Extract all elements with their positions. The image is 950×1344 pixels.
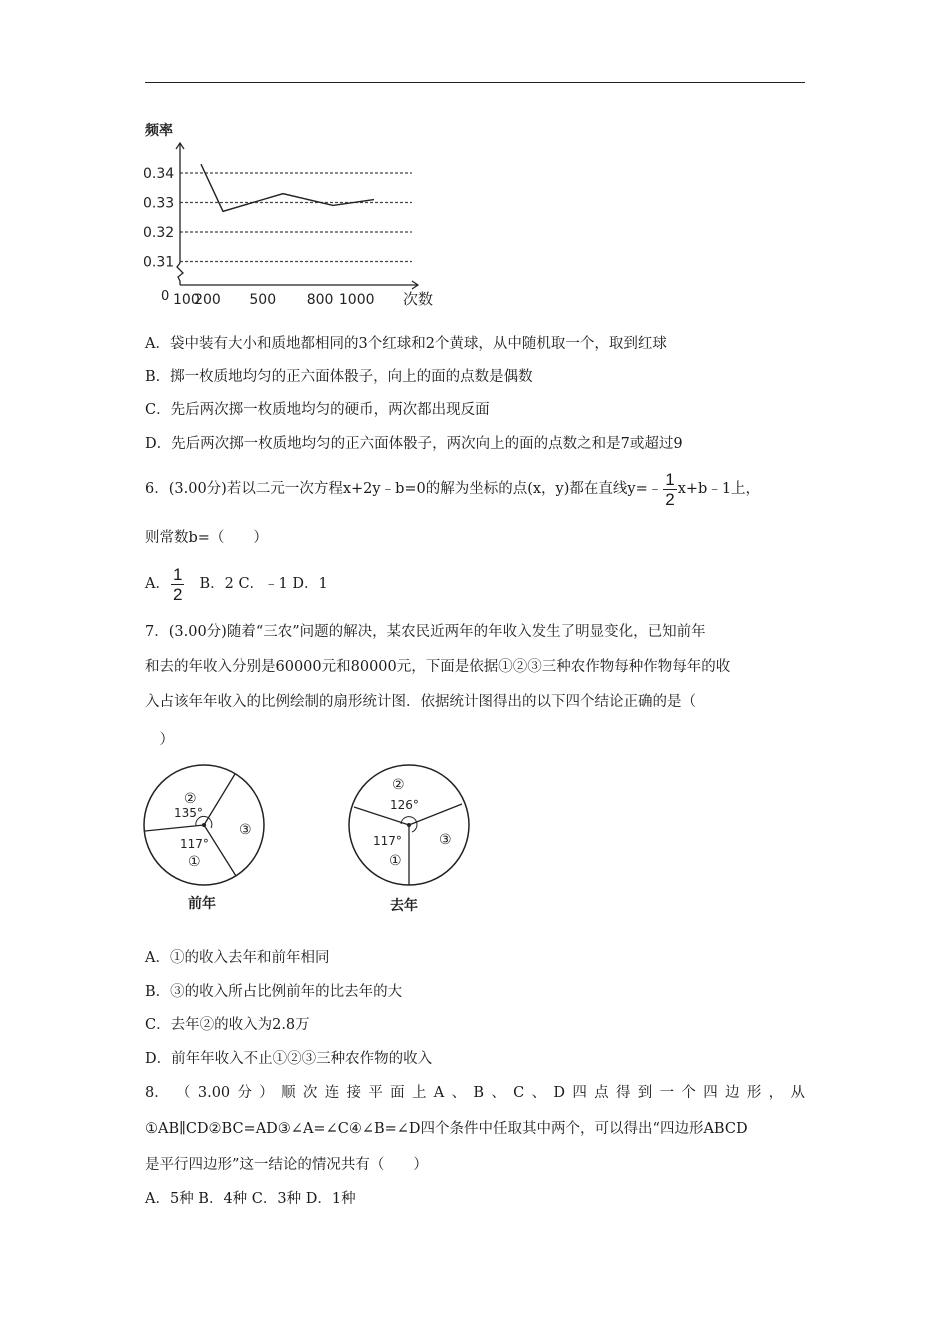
q7-line-1: 7．(3.00分)随着“三农”问题的解决，某农民近两年的年收入发生了明显变化，已知前年 [145,624,706,640]
q5-option-a: A．袋中装有大小和质地都相同的3个红球和2个黄球，从中随机取一个，取到红球 [145,336,667,352]
q8-line1-token: 、 [451,1085,467,1101]
chart-xlabel: 次数 [403,290,434,308]
q8-line1-token: D [553,1085,566,1101]
q8-line-2: ①AB∥CD②BC=AD③∠A=∠C④∠B=∠D四个条件中任取其中两个，可以得出“四边形ABCD [145,1121,748,1137]
pie-right-center [407,823,411,827]
q8-line1-token: 到 [637,1085,653,1101]
chart-xtick-label: 500 [249,292,277,308]
q8-line1-token: 、 [531,1085,547,1101]
chart-xtick-label: 800 [306,292,334,308]
q8-line1-token: 一 [659,1085,675,1101]
q8-line1-token: 边 [725,1085,740,1101]
q8-line1-token: 、 [491,1085,506,1101]
q7-option-d: D．前年年收入不止①②③三种农作物的收入 [145,1051,433,1067]
q5-option-c: C．先后两次掷一枚质地均匀的硬币，两次都出现反面 [145,402,490,418]
chart-gridlines [180,173,412,262]
q8-line1-token: 平 [368,1085,383,1101]
q5-option-d: D．先后两次掷一枚质地均匀的正六面体骰子，两次向上的面的点数之和是7或超过9 [145,436,683,452]
q6-options [145,563,328,605]
pie-right-mark-1: ① [389,853,402,869]
q8-line-1 [145,1083,805,1103]
q8-line1-token: 面 [390,1085,405,1101]
q8-line1-token: 个 [681,1085,696,1101]
chart-ytick-labels [143,166,174,271]
chart-ytick-label: 0.34 [143,166,175,182]
q6-frac-num: 1 [665,469,675,489]
chart-xtick-label: 1000 [338,292,375,308]
q6-option-a-label: A． [145,576,170,592]
chart-ytick-label: 0.32 [143,225,175,241]
pie-right-angle-126: 126° [390,798,419,812]
chart-axes [176,143,418,289]
q8-line-3: 是平行四边形”这一结论的情况共有（ ） [145,1157,428,1173]
chart-xtick-label: 200 [194,292,221,308]
pie-left-divider-1 [145,825,204,831]
chart-axis-break [177,263,183,285]
pie-right-angle-117: 117° [373,834,402,848]
chart-series [201,164,374,211]
chart-origin-label: 0 [161,289,170,304]
q6-option-a-fraction [171,566,184,603]
q8-line1-token: 次 [302,1085,318,1101]
q8-line1-token: 得 [615,1085,631,1101]
pie-left-title: 前年 [188,896,216,912]
pie-chart-qunian [346,762,476,917]
q7-option-b: B．③的收入所占比例前年的比去年的大 [145,984,403,1000]
chart-xtick-label: 100 [173,292,200,308]
chart-xtick-labels [173,292,375,308]
chart-ytick-label: 0.31 [143,254,175,271]
pie-left-mark-2: ② [184,791,197,807]
q8-line1-token: ， [768,1085,784,1101]
q8-line1-token: ） [259,1085,274,1101]
q8-options: A．5种 B．4种 C．3种 D．1种 [145,1191,356,1207]
q8-line1-token: （ [176,1085,191,1101]
pie-left-angle-135: 135° [174,806,203,820]
q8-line1-token: 从 [790,1085,805,1101]
pie-right-mark-3: ③ [439,832,452,848]
pie-right-title: 去年 [390,898,418,914]
pie-left-angle-117: 117° [180,837,209,851]
q8-line1-token: 接 [346,1085,362,1101]
q6-opt-frac-den: 2 [172,584,183,604]
q6-line2: 则常数b=（ ） [145,530,268,546]
q8-line1-token: 点 [594,1085,609,1101]
chart-ytick-label: 0.33 [143,195,175,212]
pie-left-mark-3: ③ [239,822,252,838]
q6-stem [145,468,760,510]
q6-fraction [663,471,676,508]
q6-stem-pre: 6．(3.00分)若以二元一次方程x+2y﹣b=0的解为坐标的点(x，y)都在直线y=﹣ [145,481,663,497]
q8-line1-token: 四 [703,1085,718,1101]
q7-option-a: A．①的收入去年和前年相同 [145,950,330,966]
pie-right-mark-2: ② [392,777,405,793]
q8-line1-token: 上 [411,1085,427,1101]
chart-series-line [201,164,374,211]
q6-opt-frac-num: 1 [172,564,183,584]
q6-options-rest: B．2 C．﹣1 D．1 [199,576,328,592]
q6-stem-post: x+b﹣1上， [677,481,761,497]
q7-option-c: C．去年②的收入为2.8万 [145,1017,310,1033]
frequency-line-chart [140,115,450,310]
q8-line1-token: 分 [237,1085,252,1101]
q8-line1-token: 四 [572,1085,587,1101]
q8-line1-token: 形 [746,1085,762,1101]
q5-option-b: B．掷一枚质地均匀的正六面体骰子，向上的面的点数是偶数 [145,369,533,385]
pie-left-center [202,823,206,827]
q7-line-4: ） [145,732,174,748]
q8-line1-token: 顺 [281,1085,296,1101]
q8-line1-token: C [513,1085,525,1101]
q8-line1-token: 连 [324,1085,340,1101]
q8-line1-token: 8． [145,1085,169,1101]
q7-line-3: 入占该年年收入的比例绘制的扇形统计图．依据统计图得出的以下四个结论正确的是（ [145,694,696,710]
header-rule [145,82,805,83]
q7-line-2: 和去的年收入分别是60000元和80000元，下面是依据①②③三种农作物每种作物每年的收 [145,659,731,675]
pie-left-mark-1: ① [188,854,201,870]
q8-line1-token: 3.00 [197,1085,231,1101]
pie-chart-qiannian [140,762,270,917]
chart-ylabel: 频率 [145,123,173,139]
q8-line1-token: B [473,1085,485,1101]
q8-line1-token: A [433,1085,445,1101]
q6-frac-den: 2 [665,489,675,509]
